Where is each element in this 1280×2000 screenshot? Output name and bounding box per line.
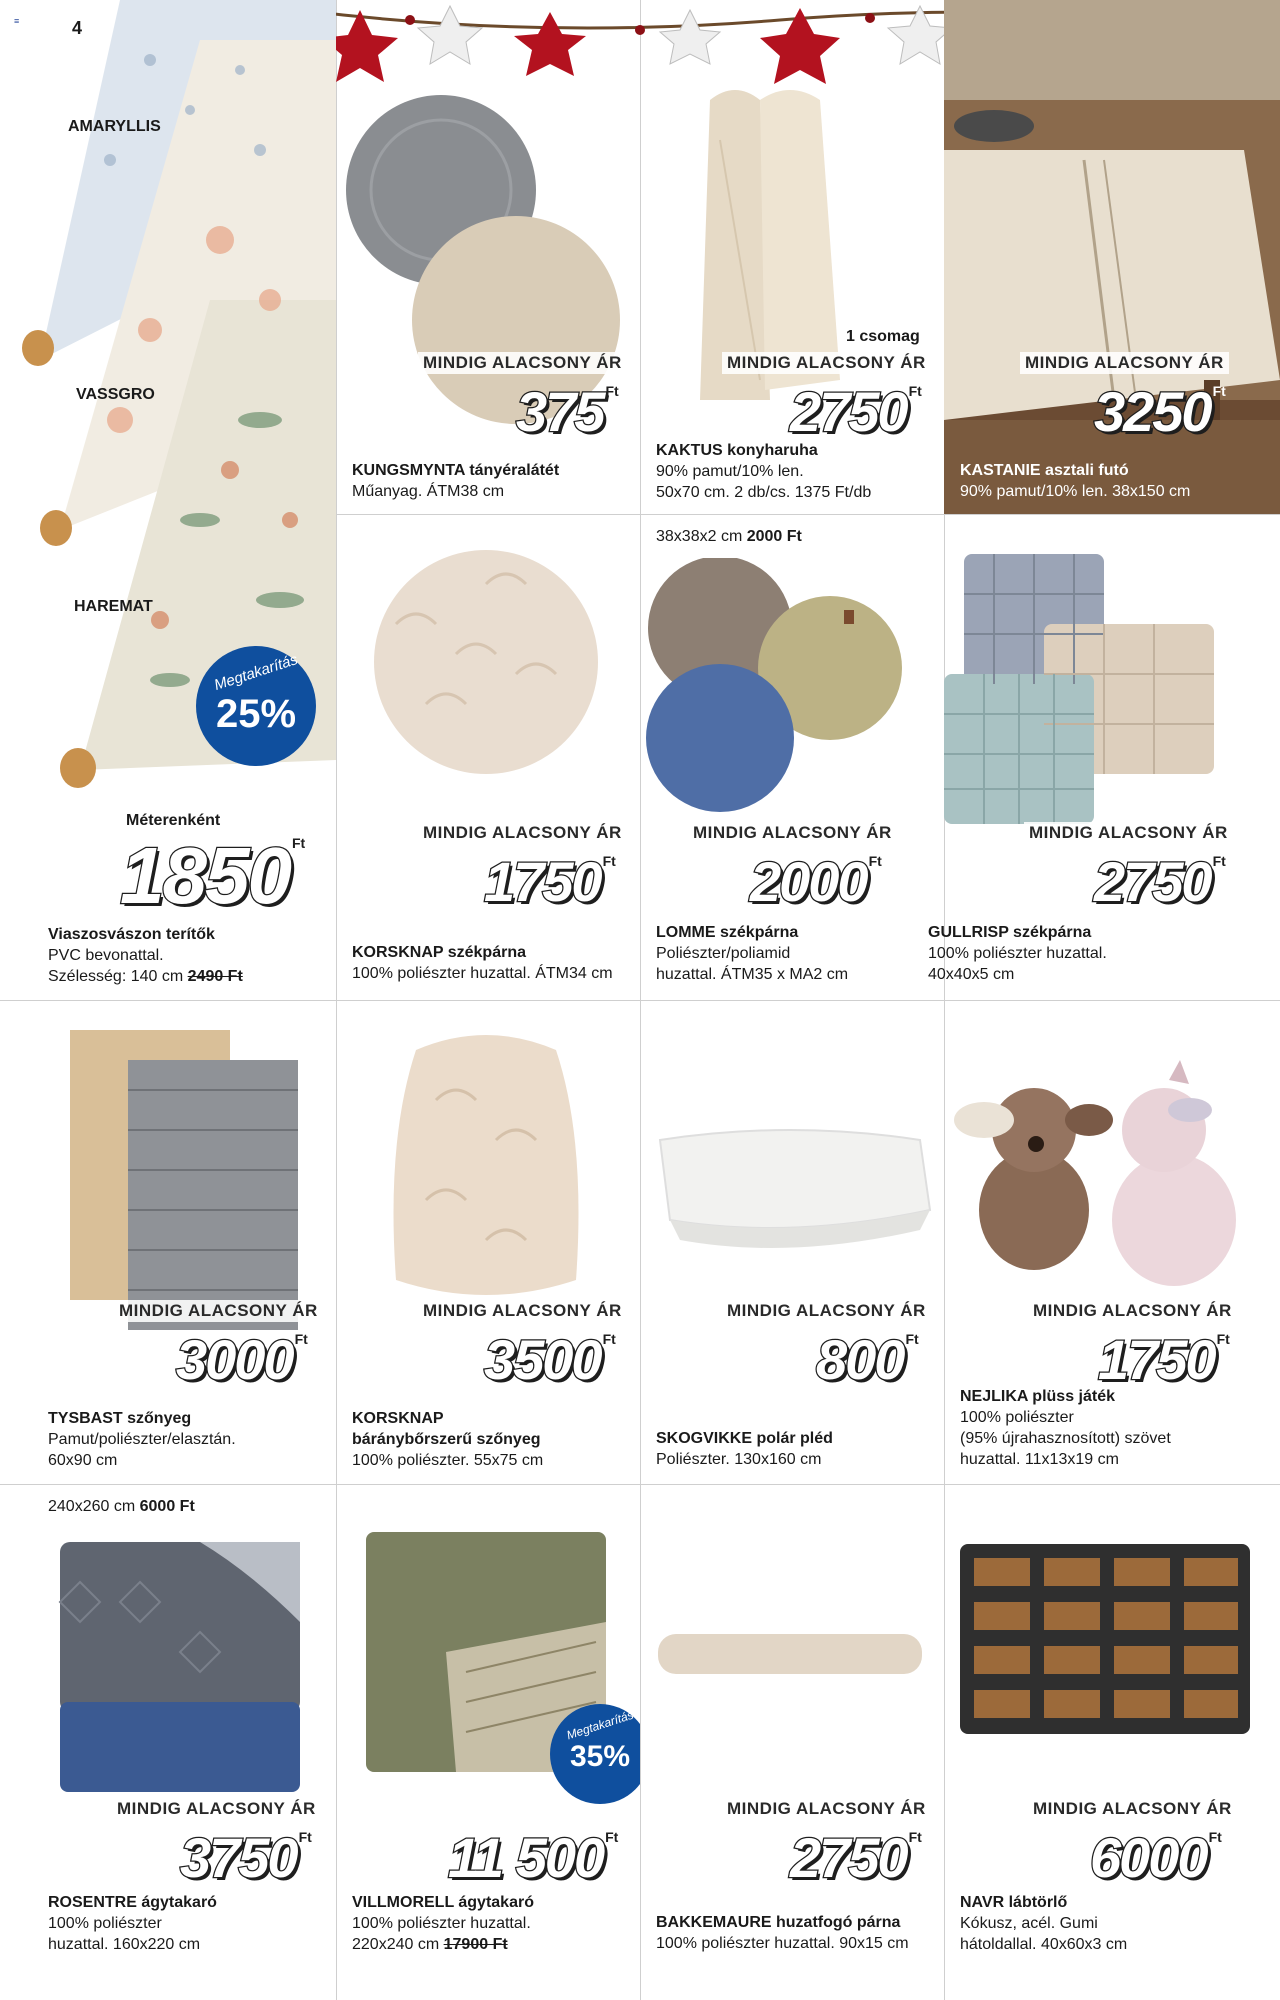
bedspread-image xyxy=(0,1532,336,1802)
draft-stopper-image xyxy=(640,1614,944,1694)
savings-badge-label: Megtakarítás xyxy=(212,651,300,694)
product-lomme[interactable] xyxy=(640,514,944,1000)
product-description-gullrisp: GULLRISP székpárna 100% poliészter huzattal. 40x40x5 cm xyxy=(928,924,1107,983)
unit-label: Méterenként xyxy=(126,812,221,829)
pack-note: 1 csomag xyxy=(846,328,920,345)
price: 3750 $^{Ft}$ xyxy=(180,1826,312,1889)
low-price-tag: MINDIG ALACSONY ÁR xyxy=(722,1798,931,1820)
product-oilcloth[interactable] xyxy=(0,0,336,1000)
product-description: LOMME székpárna Poliészter/poliamid huzattal. ÁTM35 x MA2 cm xyxy=(656,924,849,983)
low-price-tag: MINDIG ALACSONY ÁR xyxy=(418,352,627,374)
fluffy-cushion-image xyxy=(336,544,640,784)
low-price-tag: MINDIG ALACSONY ÁR xyxy=(1028,1798,1237,1820)
low-price-tag: MINDIG ALACSONY ÁR xyxy=(722,1300,931,1322)
fleece-blanket-image xyxy=(640,1100,944,1280)
low-price-tag: MINDIG ALACSONY ÁR xyxy=(114,1300,323,1322)
savings-badge-label: Megtakarítás xyxy=(564,1707,636,1743)
savings-badge-percent: 25% xyxy=(215,692,297,736)
pattern-label-vassgro: VASSGRO xyxy=(76,386,155,403)
price: 3000 $^{Ft}$ xyxy=(176,1328,308,1391)
product-description: VILLMORELL ágytakaró 100% poliészter huzattal. 220x240 cm 17900 Ft xyxy=(352,1894,534,1953)
low-price-tag: MINDIG ALACSONY ÁR xyxy=(688,822,897,844)
price: 3500 $^{Ft}$ xyxy=(484,1328,616,1391)
product-description: ROSENTRE ágytakaró 100% poliészter huzattal. 160x220 cm xyxy=(48,1894,217,1953)
product-description: KASTANIE asztali futó 90% pamut/10% len. 38x150 cm xyxy=(960,462,1191,500)
price: 375 $^{Ft}$ xyxy=(516,380,619,443)
plush-toy-image xyxy=(944,1060,1280,1300)
rug-image xyxy=(0,1020,336,1340)
price: 2750 $^{Ft}$ xyxy=(1094,850,1226,913)
chair-pads-image xyxy=(944,534,1280,834)
low-price-tag: MINDIG ALACSONY ÁR xyxy=(1024,822,1233,844)
price: 1750 $^{Ft}$ xyxy=(1098,1328,1230,1391)
low-price-tag: MINDIG ALACSONY ÁR xyxy=(418,1300,627,1322)
price: 6000 $^{Ft}$ xyxy=(1090,1826,1222,1889)
product-korsknap-rug[interactable] xyxy=(336,1000,640,1484)
page-number: 4 xyxy=(72,18,83,38)
product-kaktus[interactable] xyxy=(640,0,944,514)
product-korsknap-cushion[interactable] xyxy=(336,514,640,1000)
old-price: 17900 Ft xyxy=(443,1936,508,1953)
product-description: KUNGSMYNTA tányéralátét Műanyag. ÁTM38 cm xyxy=(352,462,560,500)
price: 3250 $^{Ft}$ xyxy=(1094,380,1226,443)
product-description: NEJLIKA plüss játék 100% poliészter (95% újrahasznosított) szövet huzattal. 11x13x19 cm xyxy=(960,1388,1171,1468)
low-price-tag: MINDIG ALACSONY ÁR xyxy=(112,1798,321,1820)
menu-mark: ≡ xyxy=(14,16,20,26)
savings-badge xyxy=(196,646,316,766)
product-villmorell[interactable] xyxy=(336,1484,640,2000)
old-price: 2490 Ft xyxy=(187,968,243,985)
price: 11 500 $^{Ft}$ xyxy=(448,1826,619,1889)
product-nejlika[interactable] xyxy=(944,1000,1280,1484)
low-price-tag: MINDIG ALACSONY ÁR xyxy=(1020,352,1229,374)
size-note: 240x260 cm 6000 Ft xyxy=(48,1498,195,1515)
product-description: NAVR lábtörlő Kókusz, acél. Gumi hátoldallal. 40x60x3 cm xyxy=(960,1894,1128,1953)
product-description: KORSKNAP báránybőrszerű szőnyeg 100% poliészter. 55x75 cm xyxy=(352,1410,544,1469)
savings-badge-percent: 35% xyxy=(569,1740,631,1773)
product-navr[interactable] xyxy=(944,1484,1280,2000)
product-bakkemaure[interactable] xyxy=(640,1484,944,2000)
sheepskin-rug-image xyxy=(336,1020,640,1320)
low-price-tag: MINDIG ALACSONY ÁR xyxy=(1028,1300,1237,1322)
product-description: KORSKNAP székpárna 100% poliészter huzattal. ÁTM34 cm xyxy=(352,944,613,982)
product-description: BAKKEMAURE huzatfogó párna 100% poliészter huzattal. 90x15 cm xyxy=(656,1914,909,1952)
low-price-tag: MINDIG ALACSONY ÁR xyxy=(722,352,931,374)
product-description: Viaszosvászon terítők PVC bevonattal. Szélesség: 140 cm 2490 Ft xyxy=(48,926,243,985)
price: 2000 $^{Ft}$ xyxy=(750,850,882,913)
price: 2750 $^{Ft}$ xyxy=(790,1826,922,1889)
product-description: KAKTUS konyharuha 90% pamut/10% len. 50x70 cm. 2 db/cs. 1375 Ft/db xyxy=(656,442,872,501)
price: 2750 $^{Ft}$ xyxy=(790,380,922,443)
price: 1750 $^{Ft}$ xyxy=(484,850,616,913)
size-note: 38x38x2 cm 2000 Ft xyxy=(656,528,802,545)
product-tysbast[interactable] xyxy=(0,1000,336,1484)
price: 1850 $^{Ft}$ xyxy=(120,831,306,920)
seat-pad-image xyxy=(640,558,944,818)
savings-badge xyxy=(550,1704,640,1804)
low-price-tag: MINDIG ALACSONY ÁR xyxy=(418,822,627,844)
product-skogvikke[interactable] xyxy=(640,1000,944,1484)
product-description: TYSBAST szőnyeg Pamut/poliészter/elasztán. 60x90 cm xyxy=(48,1410,236,1469)
product-kastanie[interactable] xyxy=(944,0,1280,514)
pattern-label-amaryllis: AMARYLLIS xyxy=(68,118,161,135)
product-rosentre[interactable] xyxy=(0,1484,336,2000)
pattern-label-haremat: HAREMAT xyxy=(74,598,153,615)
product-description: SKOGVIKKE polár pléd Poliészter. 130x160 cm xyxy=(656,1430,833,1468)
doormat-image xyxy=(960,1544,1250,1734)
price: 800 $^{Ft}$ xyxy=(816,1328,919,1391)
product-kungsmynta[interactable] xyxy=(336,0,640,514)
